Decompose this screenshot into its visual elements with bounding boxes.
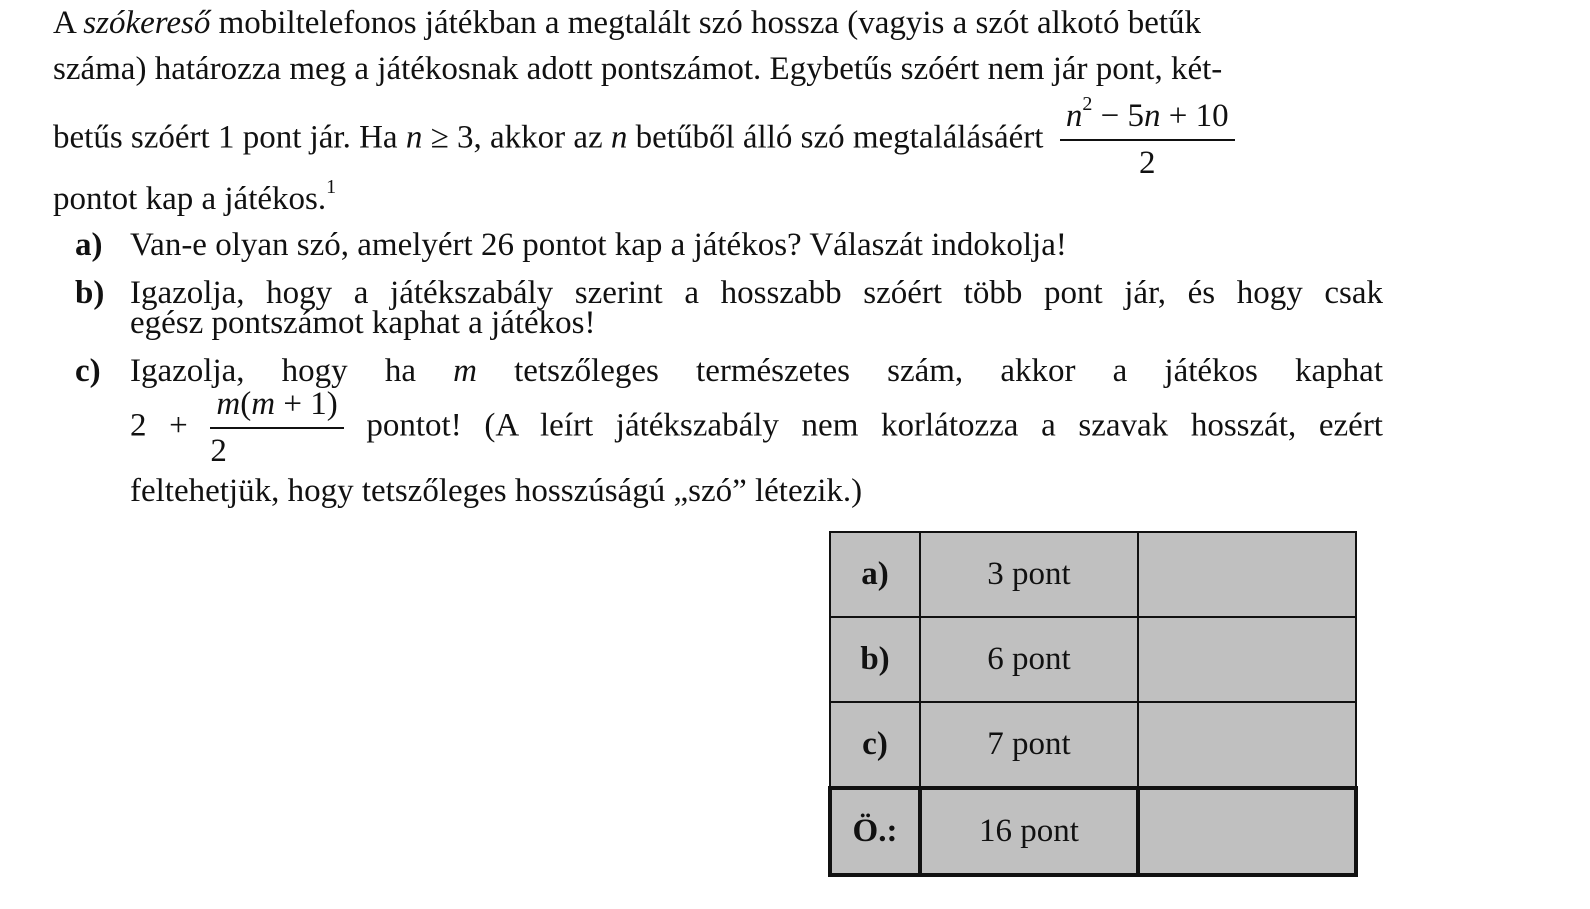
score-points: 3 pont [920,532,1138,617]
score-table [828,531,1358,877]
points-formula: $\frac{m(m + 1)}{2}$ [210,388,343,468]
intro-line-2: száma) határozza meg a játékosnak adott pontszámot. Egybetűs szóért nem jár pont, két- [53,51,1223,87]
intro-line-3: betűs szóért 1 pont jár. Ha n ≥ 3, akkor az n betűből álló szó megtalálásáért $\frac{n^2 - 5n + 10}{2}$ [53,100,1383,180]
score-formula: $\frac{n^2 - 5n + 10}{2}$ [1060,100,1235,180]
subquestion-c [53,348,1383,514]
subquestion-text-cont: feltehetjük, hogy tetszőleges hosszúságú „szó” létezik.) [130,473,863,509]
score-row-total [830,788,1356,875]
subquestion-text: Igazolja, hogy ha m tetszőleges természetes szám, akkor a játékos kaphat [130,353,1383,389]
subquestion-text: Igazolja, hogy a játékszabály szerint a hosszabb szóért több pont jár, és hogy csak [130,275,1383,311]
score-part: Ö.: [830,788,920,875]
score-part: a) [830,532,920,617]
score-points: 7 pont [920,702,1138,788]
intro-line-4: pontot kap a játékos.$^1$ [53,176,337,217]
score-row-b [830,617,1356,702]
footnote-mark: 1 [326,176,337,198]
score-row-c [830,702,1356,788]
intro-line-1: A szókereső mobiltelefonos játékban a megtalált szó hossza (vagyis a szót alkotó betűk [53,5,1202,41]
score-part: b) [830,617,920,702]
score-points: 6 pont [920,617,1138,702]
score-earned-cell[interactable] [1138,532,1356,617]
score-earned-cell[interactable] [1138,702,1356,788]
score-earned-cell[interactable] [1138,788,1356,875]
subquestion-tag: a) [75,227,103,263]
game-name: szókereső [83,5,211,41]
subquestion-text: Van-e olyan szó, amelyért 26 pontot kap a játékos? Válaszát indokolja! [130,227,1067,263]
subquestion-text-cont: egész pontszámot kaphat a játékos! [130,305,596,341]
subquestion-tag: b) [75,275,105,311]
subquestion-b [53,270,1383,346]
score-row-a [830,532,1356,617]
score-earned-cell[interactable] [1138,617,1356,702]
problem-page [53,0,1383,514]
score-part: c) [830,702,920,788]
score-points: 16 pont [920,788,1138,875]
subquestion-list [53,222,1383,514]
problem-intro [53,0,1383,222]
subquestion-a [53,222,1383,268]
subquestion-tag: c) [75,353,101,389]
subquestion-formula-line: 2 + $\frac{m(m + 1)}{2}$ pontot! (A leírt játékszabály nem korlátozza a szavak hosszát, ezért [130,386,1383,469]
